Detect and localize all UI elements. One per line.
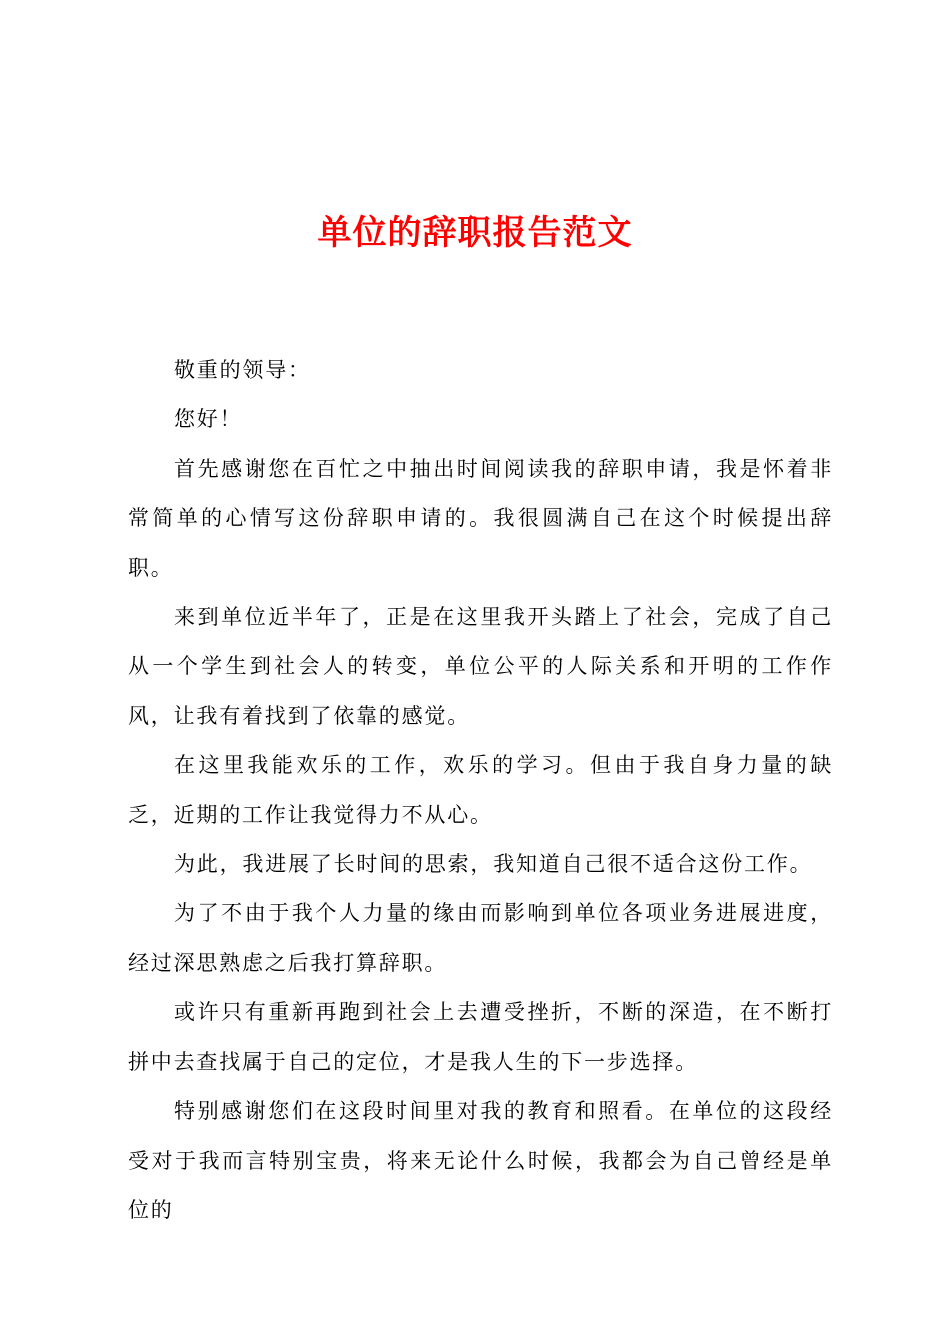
body-paragraph: 在这里我能欢乐的工作，欢乐的学习。但由于我自身力量的缺乏，近期的工作让我觉得力不从心。 bbox=[128, 753, 833, 827]
body-paragraph: 或许只有重新再跑到社会上去遭受挫折，不断的深造，在不断打拼中去查找属于自己的定位，才是我人生的下一步选择。 bbox=[128, 1000, 833, 1074]
body-paragraph: 来到单位近半年了，正是在这里我开头踏上了社会，完成了自己从一个学生到社会人的转变，单位公平的人际关系和开明的工作作风，让我有着找到了依靠的感觉。 bbox=[128, 605, 833, 728]
body-paragraph: 首先感谢您在百忙之中抽出时间阅读我的辞职申请，我是怀着非常简单的心情写这份辞职申请的。我很圆满自己在这个时候提出辞职。 bbox=[128, 456, 833, 580]
body-paragraph: 为此，我进展了长时间的思索，我知道自己很不适合这份工作。 bbox=[174, 852, 813, 877]
body-paragraph: 特别感谢您们在这段时间里对我的教育和照看。在单位的这段经受对于我而言特别宝贵，将来无论什么时候，我都会为自己曾经是单位的 bbox=[128, 1099, 833, 1222]
greeting: 您好！ bbox=[174, 407, 243, 432]
document-title: 单位的辞职报告范文 bbox=[317, 213, 633, 253]
body-paragraph: 为了不由于我个人力量的缘由而影响到单位各项业务进展进度，经过深思熟虑之后我打算辞职。 bbox=[128, 901, 833, 975]
document-body bbox=[128, 346, 833, 1235]
salutation: 敬重的领导： bbox=[174, 358, 311, 382]
